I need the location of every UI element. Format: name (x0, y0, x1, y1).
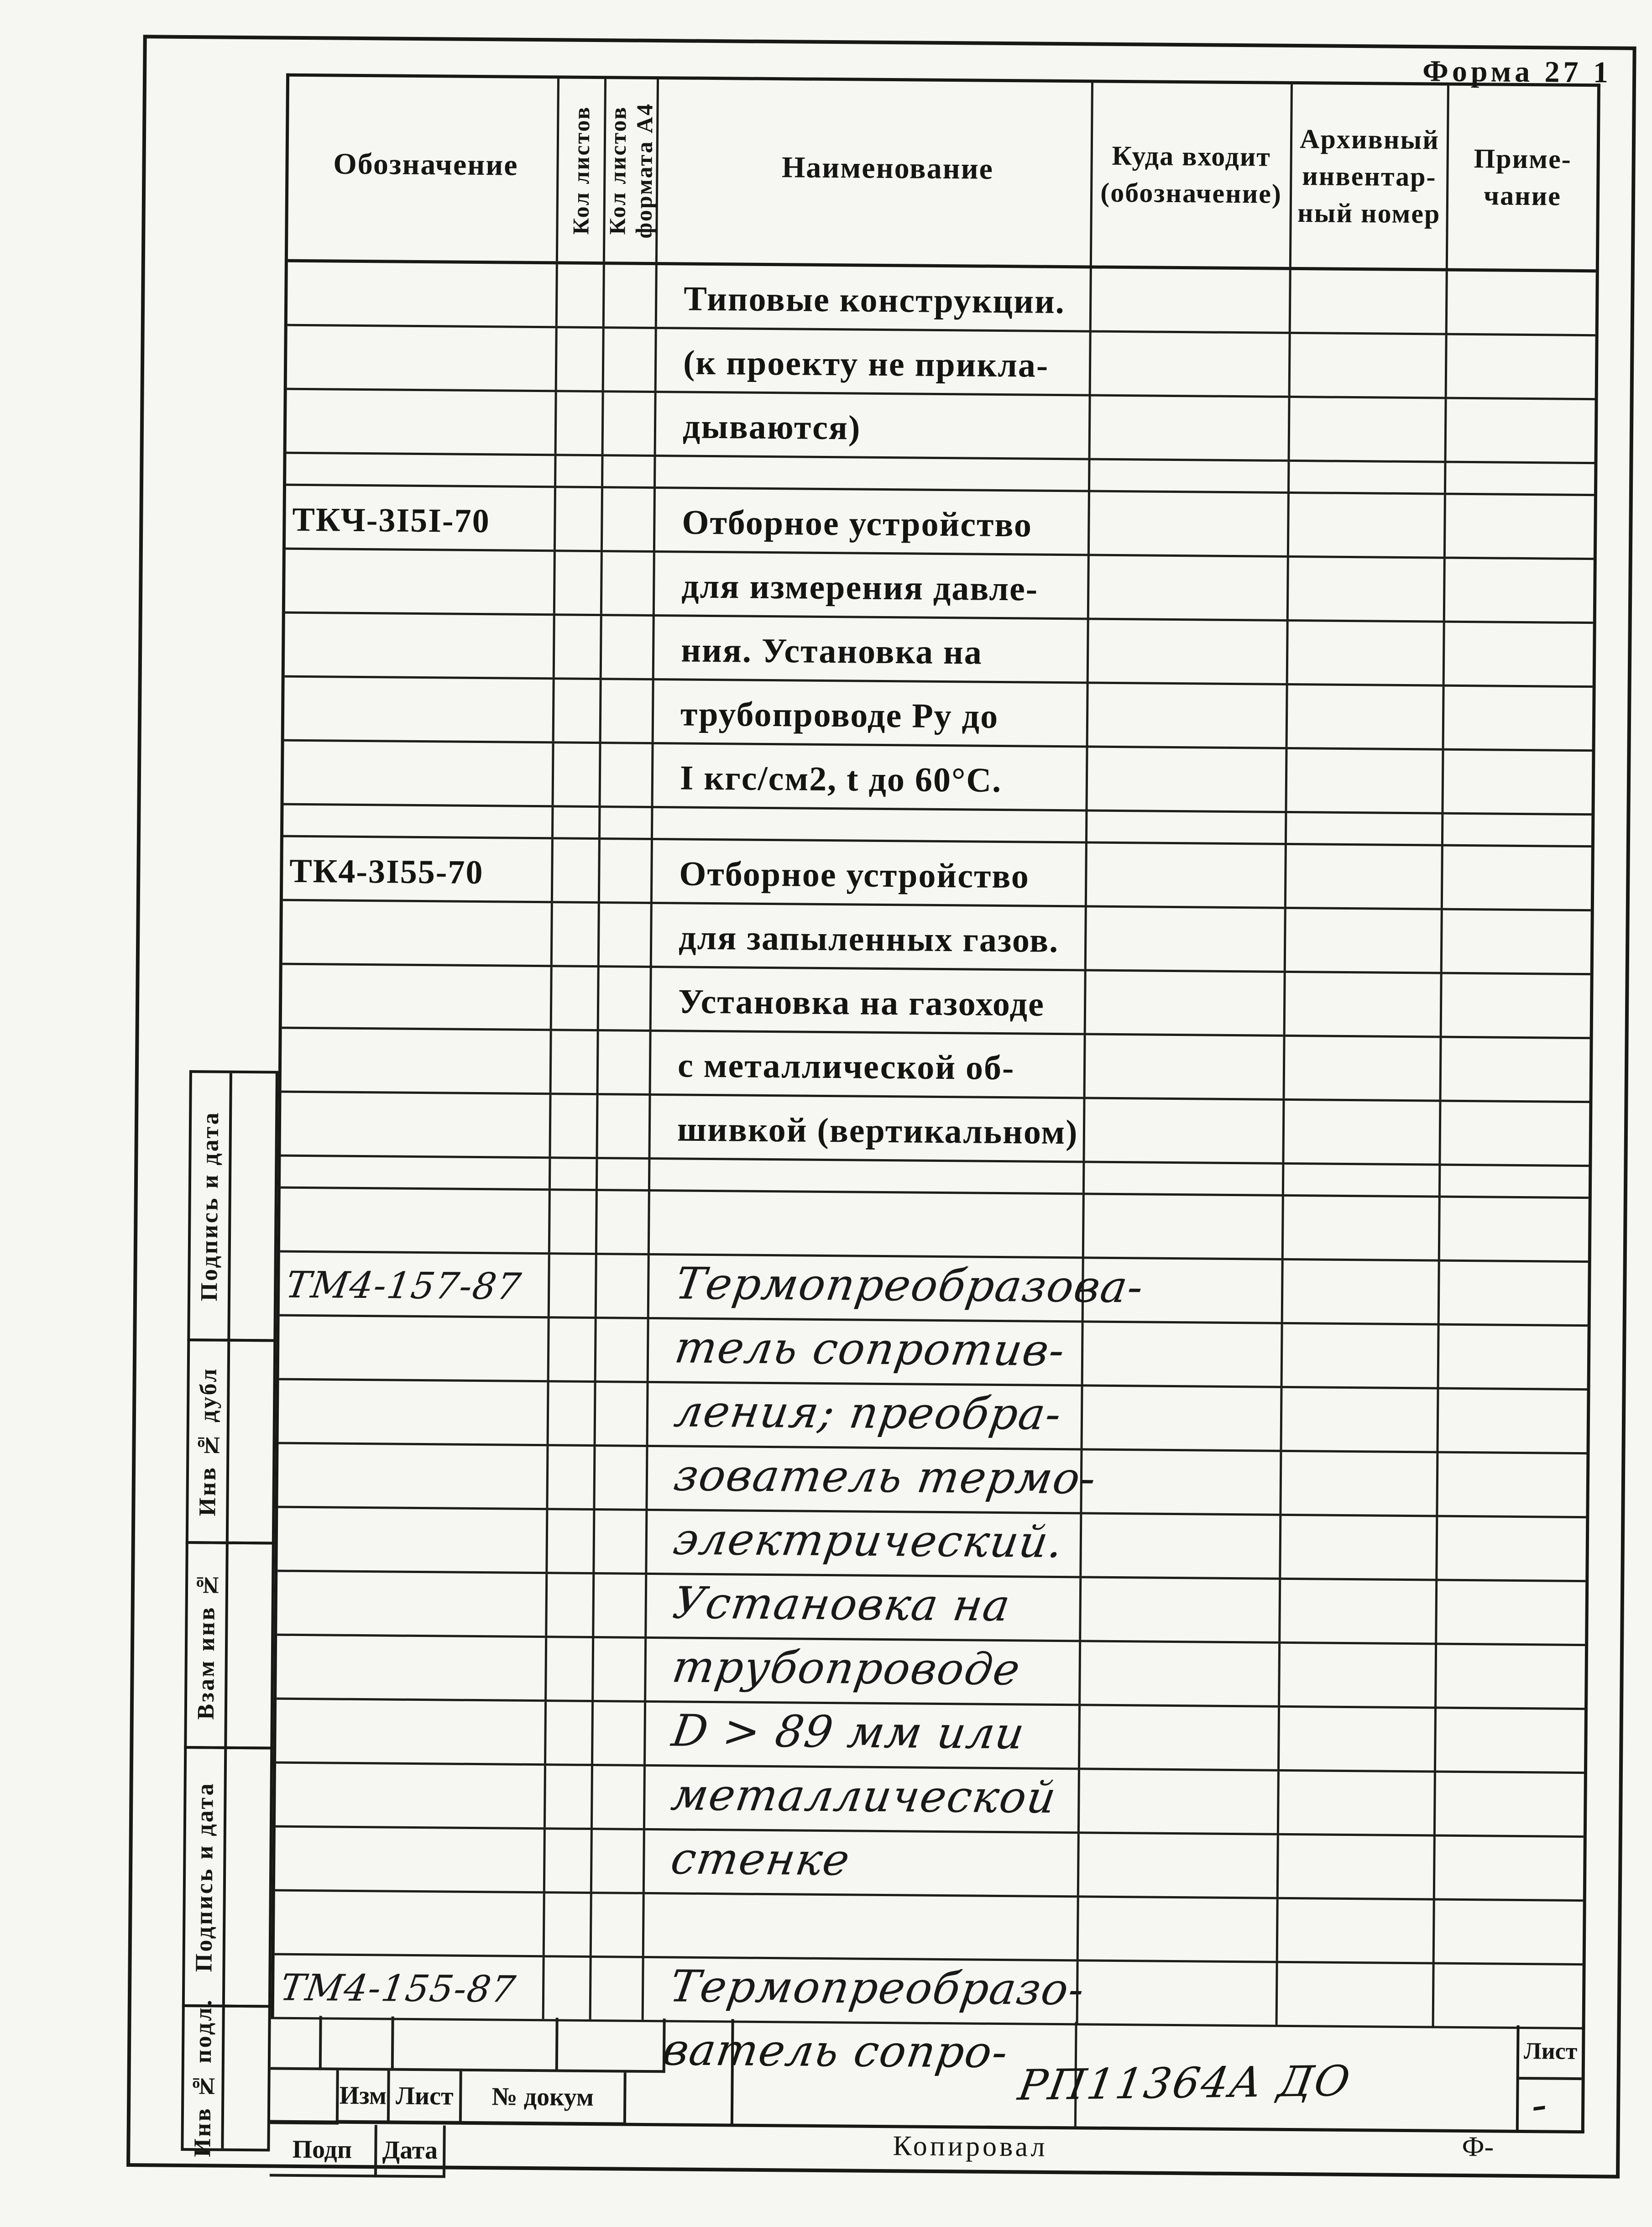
empty-cell (1281, 1516, 1438, 1579)
name-cell: Установка на (647, 1575, 1082, 1640)
empty-cell (552, 967, 600, 1029)
name-cell: тель сопротив- (649, 1319, 1084, 1384)
table-row (283, 837, 1591, 912)
empty-cell (594, 1574, 647, 1636)
empty-cell (1090, 492, 1290, 555)
empty-cell (1081, 1578, 1281, 1641)
designation-cell (275, 1892, 545, 1955)
empty-cell (1435, 1901, 1583, 1964)
empty-cell (594, 1638, 647, 1700)
table-row (276, 1764, 1584, 1838)
empty-cell (557, 328, 605, 390)
name-cell: D > 89 мм или (646, 1703, 1081, 1767)
column-header-name: Наименование (658, 79, 1093, 265)
empty-cell (1090, 460, 1290, 491)
name-cell: с металлической об- (651, 1032, 1086, 1097)
designation-cell (282, 965, 553, 1029)
empty-cell (1439, 1326, 1588, 1389)
empty-cell (1284, 1165, 1441, 1196)
name-cell: Отборное устройство (655, 489, 1090, 554)
empty-cell (591, 1958, 644, 2020)
designation-cell (277, 1572, 548, 1636)
empty-cell (1290, 462, 1446, 493)
empty-cell (1290, 398, 1447, 461)
empty-cell (553, 903, 600, 965)
empty-cell (547, 1638, 594, 1700)
empty-cell (555, 552, 603, 614)
empty-cell (1287, 813, 1444, 844)
name-cell (650, 1160, 1085, 1192)
designation-cell (281, 1093, 551, 1157)
empty-cell (1083, 1323, 1283, 1385)
table-row (281, 1093, 1589, 1167)
empty-cell (1088, 684, 1288, 747)
table-row (288, 262, 1596, 337)
table-row (282, 965, 1590, 1040)
designation-cell (277, 1508, 548, 1572)
empty-cell (1080, 1770, 1280, 1833)
empty-cell (603, 488, 656, 550)
table-row (275, 1892, 1583, 1966)
designation-cell: ТК4-3I55-70 (283, 837, 554, 901)
name-cell: ния. Установка на (654, 617, 1089, 681)
empty-cell (1281, 1452, 1438, 1515)
designation-cell (279, 1380, 549, 1444)
titleblock-label-izm: Изм (339, 2070, 390, 2123)
empty-cell (601, 680, 654, 742)
empty-cell (1282, 1388, 1439, 1451)
empty-cell (1443, 910, 1591, 973)
empty-cell (1444, 687, 1593, 750)
table-row (285, 614, 1593, 688)
table-row (277, 1636, 1585, 1710)
name-cell: Термопреобразо- (644, 1958, 1079, 2023)
table-row (286, 486, 1594, 560)
sidebar-section-podpis-i-data: Подпись и дата (187, 1070, 278, 1342)
empty-cell (1442, 974, 1590, 1037)
empty-cell (1448, 272, 1596, 335)
empty-cell (595, 1447, 648, 1509)
empty-cell (1081, 1642, 1281, 1705)
name-cell (653, 808, 1087, 841)
name-cell: зователь термо- (648, 1447, 1082, 1512)
column-header-sheet-count: Кол листов (558, 78, 606, 261)
empty-cell (1441, 1102, 1589, 1165)
empty-cell (546, 1702, 594, 1764)
empty-cell (1445, 623, 1593, 686)
column-header-note: Приме- чание (1474, 143, 1572, 211)
empty-cell (1085, 1099, 1285, 1162)
titleblock-cell-empty (394, 2017, 559, 2072)
table-row (277, 1572, 1585, 1647)
designation-cell (283, 805, 554, 837)
empty-cell (554, 680, 602, 742)
empty-cell (550, 1255, 597, 1317)
empty-cell (555, 616, 602, 678)
designation-cell (285, 614, 555, 678)
empty-cell (1082, 1450, 1282, 1513)
empty-cell (556, 488, 603, 550)
empty-cell (1080, 1706, 1280, 1769)
document-number: РП11364А ДО (1014, 2056, 1355, 2110)
empty-cell (1434, 1965, 1583, 2028)
column-header-sheet-count-a4: Кол листов формата А4 (605, 79, 659, 262)
name-cell: Термопреобразова- (649, 1255, 1084, 1320)
designation-cell (288, 262, 558, 326)
empty-cell (1288, 622, 1445, 685)
designation-cell (284, 742, 554, 805)
designation-cell (282, 1029, 552, 1093)
empty-cell (1089, 620, 1289, 683)
empty-cell (557, 392, 604, 454)
empty-cell (1440, 1262, 1588, 1325)
empty-cell (556, 456, 604, 486)
empty-cell (1443, 815, 1592, 846)
empty-cell (1082, 1514, 1281, 1577)
empty-cell (1087, 748, 1287, 810)
designation-cell: ТМ4-155-87 (274, 1955, 545, 2019)
empty-cell (1079, 1898, 1279, 1960)
empty-cell (1283, 1324, 1440, 1387)
table-row (287, 326, 1595, 401)
empty-cell (545, 1893, 592, 1955)
document-list-table (271, 73, 1600, 2029)
form-number-label: Форма 27 1 (1422, 54, 1612, 89)
empty-cell (1443, 751, 1592, 814)
designation-cell (281, 1157, 551, 1189)
designation-cell (282, 901, 553, 965)
empty-cell (558, 264, 605, 326)
empty-cell (1078, 1961, 1278, 2024)
empty-cell (601, 744, 654, 806)
designation-cell: ТКЧ-3I5I-70 (286, 486, 556, 550)
empty-cell (1089, 556, 1289, 619)
empty-cell (1286, 973, 1443, 1036)
column-header-archive-number: Архивный инвентар- ный номер (1291, 84, 1449, 268)
empty-cell (595, 1511, 648, 1573)
empty-cell (592, 1894, 645, 1956)
empty-cell (1283, 1260, 1440, 1323)
sidebar-section-inv-dubl: Инв № дубл (186, 1338, 277, 1545)
empty-cell (1447, 335, 1595, 398)
empty-cell (1085, 1163, 1284, 1194)
titleblock-cell-empty (558, 2018, 666, 2073)
empty-cell (602, 552, 655, 614)
empty-cell (593, 1702, 646, 1764)
empty-cell (1278, 1963, 1435, 2026)
empty-cell (1446, 463, 1594, 494)
empty-cell (1091, 397, 1291, 460)
table-row (287, 390, 1595, 465)
empty-cell (1087, 907, 1286, 970)
designation-cell (284, 678, 555, 742)
empty-cell (1284, 1197, 1441, 1260)
empty-cell (598, 1095, 651, 1157)
table-row (282, 1029, 1590, 1103)
empty-cell (1278, 1899, 1435, 1962)
table-row (280, 1189, 1589, 1263)
name-cell: Типовые конструкции. (657, 265, 1092, 330)
name-cell: трубопроводе (646, 1639, 1081, 1704)
sheet-mark: – (1529, 2088, 1549, 2124)
titleblock-cell-empty (322, 2016, 394, 2070)
empty-cell (551, 1159, 598, 1189)
empty-cell (596, 1319, 649, 1381)
empty-cell (1086, 971, 1286, 1034)
name-cell (650, 1192, 1085, 1256)
sidebar-section-vzam-inv: Взам инв № (184, 1541, 275, 1750)
name-cell: дываются) (656, 393, 1091, 458)
empty-cell (1285, 1037, 1442, 1100)
name-cell: (к проекту не прикла- (657, 329, 1092, 394)
empty-cell (1092, 269, 1291, 332)
empty-cell (600, 904, 653, 966)
empty-cell (596, 1383, 649, 1445)
empty-cell (1082, 1386, 1282, 1449)
designation-cell (287, 326, 558, 390)
empty-cell (550, 1191, 598, 1253)
empty-cell (602, 616, 655, 678)
empty-cell (597, 1255, 650, 1317)
empty-cell (554, 807, 601, 837)
designation-cell (285, 550, 556, 614)
name-cell: трубопроводе Ру до (654, 680, 1089, 745)
table-row (276, 1700, 1584, 1774)
empty-cell (1280, 1708, 1437, 1771)
empty-cell (599, 967, 652, 1030)
empty-cell (1446, 495, 1594, 558)
designation-cell (287, 390, 557, 454)
empty-cell (1084, 1195, 1284, 1258)
empty-cell (554, 743, 601, 805)
name-cell: металлической (645, 1767, 1080, 1831)
designation-cell (276, 1764, 546, 1828)
designation-cell (275, 1828, 546, 1892)
designation-cell (277, 1636, 547, 1700)
empty-cell (604, 329, 657, 391)
sheet-label: Лист (1519, 2025, 1582, 2080)
empty-cell (1281, 1580, 1438, 1643)
designation-cell (278, 1444, 549, 1508)
name-cell: шивкой (вертикальном) (650, 1096, 1085, 1161)
empty-cell (1279, 1772, 1436, 1835)
designation-cell (286, 454, 556, 486)
empty-cell (544, 1957, 592, 2019)
table-row (282, 901, 1591, 976)
designation-cell (279, 1317, 550, 1380)
empty-cell (1288, 685, 1445, 748)
name-cell: ления; преобра- (648, 1383, 1083, 1448)
empty-cell (1291, 334, 1448, 397)
name-cell: для запыленных газов. (652, 904, 1087, 969)
sheet-number-box (1516, 2025, 1585, 2133)
empty-cell (601, 808, 653, 838)
titleblock-cell-empty (271, 2016, 322, 2070)
empty-cell (605, 265, 658, 327)
empty-cell (548, 1510, 595, 1572)
empty-cell (1289, 558, 1446, 621)
empty-cell (1079, 1834, 1279, 1897)
name-cell: для измерения давле- (655, 553, 1090, 617)
empty-cell (593, 1766, 646, 1828)
titleblock-label-podp: Подп (270, 2124, 377, 2178)
empty-cell (1436, 1709, 1584, 1772)
titleblock-cell-empty (270, 2070, 339, 2125)
column-header-included-in: Куда входит (обозначение) (1092, 83, 1293, 267)
table-row (284, 742, 1592, 816)
empty-cell (549, 1382, 596, 1444)
name-cell: I кгс/см2, t до 60°С. (653, 744, 1088, 809)
empty-cell (1287, 749, 1444, 812)
table-row (279, 1380, 1587, 1455)
copied-by-label: Копировал (893, 2130, 1048, 2163)
empty-cell (552, 1031, 599, 1093)
name-cell: Установка на газоходе (652, 968, 1087, 1033)
empty-cell (1280, 1644, 1437, 1707)
empty-cell (597, 1191, 650, 1253)
column-header-designation: Обозначение (288, 77, 559, 261)
empty-cell (600, 840, 653, 902)
empty-cell (1437, 1581, 1585, 1644)
empty-cell (603, 456, 656, 486)
sidebar-stamp-column (181, 1070, 278, 2158)
empty-cell (1445, 559, 1594, 622)
empty-cell (1286, 909, 1443, 972)
name-cell (656, 457, 1090, 490)
table-row (275, 1828, 1584, 1902)
empty-cell (546, 1766, 593, 1828)
name-cell: Отборное устройство (653, 840, 1087, 905)
empty-cell (599, 1031, 652, 1093)
designation-cell: ТМ4-157-87 (280, 1253, 550, 1317)
empty-cell (1291, 270, 1448, 333)
empty-cell (549, 1318, 597, 1380)
empty-cell (1442, 1038, 1590, 1101)
empty-cell (1438, 1517, 1586, 1580)
empty-cell (604, 392, 657, 455)
empty-cell (1438, 1390, 1587, 1453)
designation-cell (276, 1700, 547, 1764)
table-body (274, 262, 1596, 2029)
format-label: Ф- (1462, 2131, 1494, 2163)
empty-cell (1289, 494, 1446, 557)
table-row (280, 1253, 1588, 1327)
sidebar-section-podpis-i-data-2: Подпись и дата (182, 1746, 273, 2008)
name-cell (644, 1894, 1079, 1959)
empty-cell (545, 1830, 593, 1892)
table-row (284, 678, 1593, 752)
name-cell: электрический. (647, 1511, 1082, 1576)
empty-cell (598, 1159, 651, 1189)
table-row (279, 1317, 1588, 1391)
empty-cell (1447, 399, 1595, 462)
empty-cell (1279, 1835, 1436, 1898)
empty-cell (1437, 1645, 1585, 1708)
empty-cell (1441, 1166, 1589, 1197)
empty-cell (553, 839, 601, 901)
titleblock-label-dokum: № докум (462, 2071, 627, 2125)
designation-cell (280, 1189, 551, 1253)
table-row (278, 1444, 1586, 1519)
empty-cell (1440, 1198, 1589, 1261)
empty-cell (1087, 843, 1287, 906)
empty-cell (1091, 333, 1291, 396)
table-header (288, 77, 1597, 272)
empty-cell (1438, 1453, 1586, 1516)
name-cell: стенке (645, 1830, 1080, 1895)
empty-cell (1435, 1837, 1584, 1900)
titleblock-label-data: Дата (377, 2125, 446, 2178)
empty-cell (1436, 1773, 1584, 1836)
empty-cell (1286, 845, 1443, 908)
empty-cell (551, 1095, 598, 1157)
sidebar-section-inv-podl: Инв № подл. (181, 2004, 271, 2152)
empty-cell (1443, 847, 1591, 910)
table-row (277, 1508, 1586, 1583)
titleblock-label-list: Лист (390, 2071, 462, 2124)
empty-cell (548, 1446, 596, 1508)
empty-cell (1086, 1035, 1286, 1098)
name-continuation-text: ватель сопро- (659, 2024, 1012, 2078)
empty-cell (1284, 1101, 1441, 1164)
table-row (285, 550, 1594, 624)
empty-cell (592, 1830, 645, 1892)
empty-cell (547, 1574, 595, 1636)
empty-cell (1087, 811, 1287, 842)
